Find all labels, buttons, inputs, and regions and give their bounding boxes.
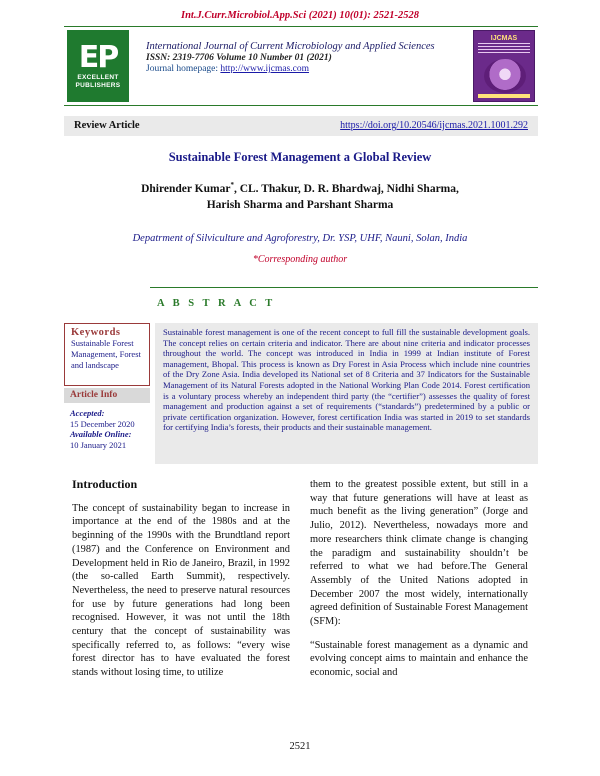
publisher-logo xyxy=(67,30,129,102)
doi-link[interactable]: https://doi.org/10.20546/ijcmas.2021.1001.292 xyxy=(340,120,528,131)
journal-cover-image xyxy=(473,30,535,102)
article-info-body xyxy=(70,408,135,450)
keywords-box xyxy=(64,323,150,386)
article-title: Sustainable Forest Management a Global Review xyxy=(168,150,432,164)
article-info-heading: Article Info xyxy=(64,388,150,403)
first-author: Dhirender Kumar xyxy=(141,182,231,195)
page-number: 2521 xyxy=(289,741,311,752)
article-sidebar xyxy=(64,323,150,464)
running-head: Int.J.Curr.Microbiol.App.Sci (2021) 10(01): 2521-2528 xyxy=(180,10,419,21)
online-label: Available Online: xyxy=(70,429,132,439)
corresponding-mark: * xyxy=(230,181,234,189)
body-paragraph: The concept of sustainability began to increase in importance at the end of the 1980s and at the beginning of the 1990s with the Brundtland report (1987) and the Conference on Environment and Development held in Rio de Janeiro, Brazil, in 1992 (the so-called Earth Summit), respectively. Nevertheless, the need to preserve natural resources for use by future generations had long been recognised. However, it was not until the 18th century that the concept of sustainability was specifically referred to, as follows: “every wise forest director has to have evaluated the forest stands without losing time, to utilize xyxy=(72,502,290,679)
co-authors-line-2: Harish Sharma and Parshant Sharma xyxy=(206,198,394,211)
body-column-left xyxy=(72,478,290,690)
cover-art xyxy=(484,59,526,93)
homepage-link[interactable]: http://www.ijcmas.com xyxy=(220,64,309,74)
corresponding-author-note: *Corresponding author xyxy=(252,254,348,265)
journal-issn: ISSN: 2319-7706 Volume 10 Number 01 (2021) xyxy=(146,53,332,63)
keywords-heading: Keywords xyxy=(71,327,121,338)
article-meta-bar xyxy=(64,116,538,136)
accepted-label: Accepted: xyxy=(70,408,105,418)
body-paragraph: them to the greatest possible extent, but still in a way that future generations will have at least as much benefit as the living generation” (Jorge and Julio, 2012). Nevertheless, nowadays more and more researchers think climate change is changing the paradigm and sustainability shouldn’t be referred to what we had before.The General Assembly of the United Nations adopted in December 2007 the most widely, internationally agreed definition of Sustainable Forest Management (SFM): xyxy=(310,479,528,628)
abstract-heading: A B S T R A C T xyxy=(157,298,276,309)
cover-footer xyxy=(478,94,530,98)
affiliation: Depatrment of Silviculture and Agroforestry, Dr. YSP, UHF, Nauni, Solan, India xyxy=(132,233,468,244)
accepted-date: 15 December 2020 xyxy=(70,418,135,429)
keywords-text: Sustainable Forest Management, Forest and landscape xyxy=(71,338,141,370)
body-paragraph: “Sustainable forest management as a dynamic and evolving concept aims to maintain and enhance the economic, social and xyxy=(310,639,528,679)
logo-line-1: EXCELLENT xyxy=(77,74,119,81)
homepage-label: Journal homepage: xyxy=(146,64,221,74)
logo-line-2: PUBLISHERS xyxy=(75,82,121,89)
cover-subtitle-lines xyxy=(478,43,530,55)
logo-letters: EP xyxy=(78,40,118,75)
abstract-text: Sustainable forest management is one of the recent concept to full fill the sustainable development goals. The concept relies on certain criteria and indicator. There are about nine criteria and indicator processes throughout the world. The concept was introduced in India in 1999 at Indian institute of Forest management, Bhopal. This process is known as Dry Forest in Asia Process which include nine countries of the Dry Zone Asia. India developed its National set of 8 Criteria and 37 Indicators for the Sustainable Management of its Natural Forests adopted in the National Working Plan Code 2014. Forest certification is a voluntary process whereby an independent third party (the “certifier”) assesses the quality of forest management and production against a set of requirements (“standards”) predetermined by a public or private certification organization. However, forest certification India was started in 2019 to set standards for certifying India’s forests, their products and their sustainable management. xyxy=(155,323,538,464)
journal-info xyxy=(146,41,466,74)
author-list xyxy=(0,177,600,213)
abstract-divider xyxy=(150,287,538,288)
cover-title: IJCMAS xyxy=(490,35,518,42)
journal-homepage xyxy=(146,64,466,74)
online-date: 10 January 2021 xyxy=(70,439,127,450)
introduction-heading: Introduction xyxy=(72,477,138,491)
journal-masthead xyxy=(64,26,538,106)
body-column-right xyxy=(310,478,528,690)
journal-name: International Journal of Current Microbiology and Applied Sciences xyxy=(146,41,435,52)
article-type: Review Article xyxy=(74,120,140,131)
co-authors-line-1: , CL. Thakur, D. R. Bhardwaj, Nidhi Sharma, xyxy=(233,182,459,195)
